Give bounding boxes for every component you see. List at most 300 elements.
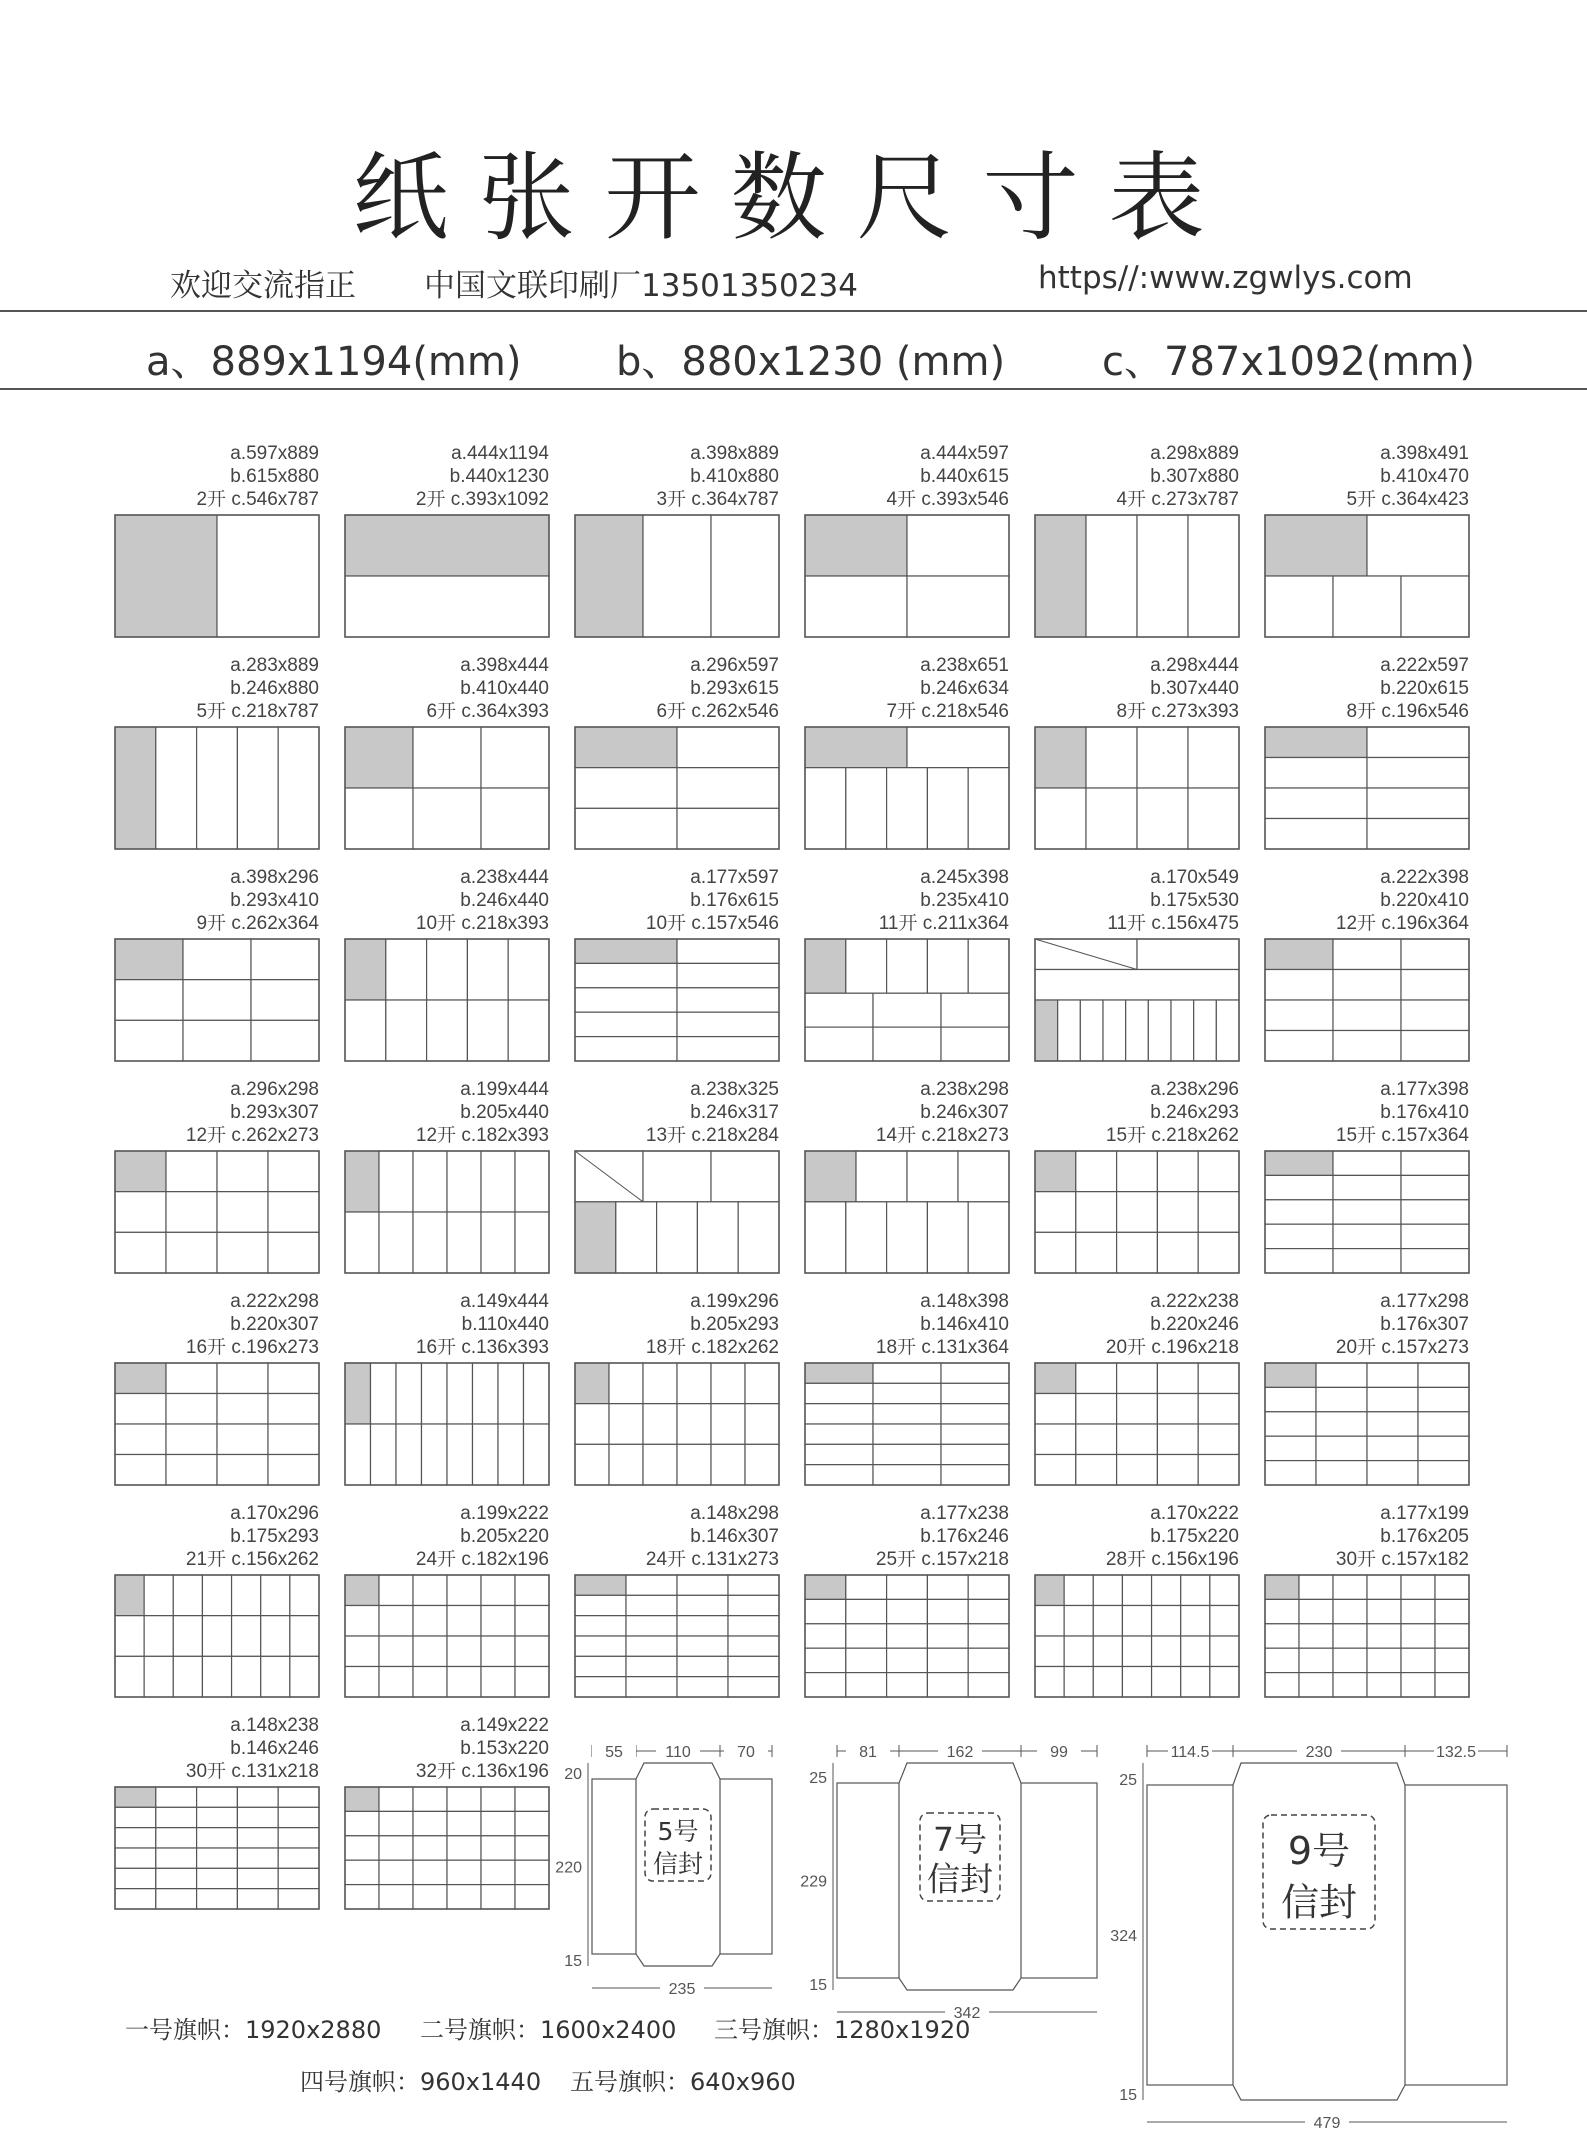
layout-piece bbox=[115, 1192, 166, 1233]
layout-piece bbox=[1064, 1636, 1093, 1667]
layout-label-b: b.293x410 bbox=[230, 890, 319, 911]
layout-label-a: a.199x222 bbox=[460, 1503, 549, 1524]
layout-piece bbox=[447, 1811, 481, 1835]
layout-piece bbox=[1157, 1394, 1198, 1425]
layout-label-a: a.296x298 bbox=[230, 1079, 319, 1100]
layout-piece bbox=[217, 1232, 268, 1273]
layout-piece bbox=[278, 1787, 319, 1807]
layout-piece bbox=[1265, 1599, 1299, 1623]
layout-piece bbox=[278, 1848, 319, 1868]
layout-piece bbox=[1333, 1599, 1367, 1623]
layout-piece bbox=[1367, 1412, 1418, 1436]
layout-label-b: b.175x530 bbox=[1150, 890, 1239, 911]
layout-piece bbox=[290, 1616, 319, 1657]
layout-label-b: b.246x307 bbox=[920, 1102, 1009, 1123]
layout-piece bbox=[413, 1575, 447, 1606]
layout-piece bbox=[217, 1363, 268, 1394]
layout-piece bbox=[575, 1636, 626, 1656]
layout-piece bbox=[115, 1232, 166, 1273]
layout-piece bbox=[183, 939, 251, 980]
layout-piece bbox=[1265, 1436, 1316, 1460]
layout-piece bbox=[1103, 1000, 1126, 1061]
layout-piece bbox=[1401, 1648, 1435, 1672]
layout-piece bbox=[1188, 788, 1239, 849]
envelope-name: 信封 bbox=[652, 1849, 704, 1879]
layout-label-c: 13开 c.218x284 bbox=[645, 1125, 779, 1146]
layout-piece bbox=[278, 1828, 319, 1848]
layout-piece bbox=[447, 1787, 481, 1811]
layout-piece bbox=[728, 1575, 779, 1595]
layout-piece-shaded bbox=[1035, 515, 1086, 637]
flag-size-3: 三号旗帜：1280x1920 bbox=[714, 2016, 971, 2044]
layout-label-b: b.176x615 bbox=[690, 890, 779, 911]
layout-piece bbox=[1401, 1175, 1469, 1199]
dimension-label: 230 bbox=[1305, 1744, 1333, 1761]
layout-piece bbox=[386, 939, 427, 1000]
layout-piece bbox=[1435, 1673, 1469, 1697]
layout-piece bbox=[173, 1656, 202, 1697]
layout-label-b: b.220x410 bbox=[1380, 890, 1469, 911]
layout-piece bbox=[575, 768, 677, 809]
layout-label-c: 12开 c.262x273 bbox=[185, 1125, 319, 1146]
page-title: 纸张开数尺寸表 bbox=[352, 142, 1235, 254]
layout-label-b: b.220x615 bbox=[1380, 678, 1469, 699]
layout-piece bbox=[626, 1595, 677, 1615]
layout-piece bbox=[575, 1616, 626, 1636]
layout-piece bbox=[1401, 1151, 1469, 1175]
layout-piece bbox=[481, 1860, 515, 1884]
layout-label-b: b.293x615 bbox=[690, 678, 779, 699]
layout-piece bbox=[626, 1677, 677, 1697]
envelope-name: 7号 bbox=[933, 1819, 987, 1859]
layout-label-c: 2开 c.393x1092 bbox=[415, 489, 549, 510]
layout-piece bbox=[805, 576, 907, 637]
layout-label-c: 15开 c.157x364 bbox=[1335, 1125, 1469, 1146]
dimension-label: 235 bbox=[668, 1981, 696, 1998]
layout-label-c: 7开 c.218x546 bbox=[886, 701, 1009, 722]
layout-piece bbox=[941, 1444, 1009, 1464]
layout-piece bbox=[745, 1363, 779, 1404]
layout-piece bbox=[1152, 1636, 1181, 1667]
layout-piece bbox=[1035, 788, 1086, 849]
layout-piece bbox=[697, 1202, 738, 1273]
layout-label-a: a.222x597 bbox=[1380, 655, 1469, 676]
layout-piece bbox=[728, 1677, 779, 1697]
layout-piece bbox=[1265, 1175, 1333, 1199]
website-url[interactable]: https//:www.zgwlys.com bbox=[1038, 260, 1413, 296]
layout-piece bbox=[575, 1595, 626, 1615]
layout-piece bbox=[1137, 727, 1188, 788]
layout-piece bbox=[677, 1656, 728, 1676]
layout-piece bbox=[1076, 1363, 1117, 1394]
layout-piece bbox=[927, 768, 968, 849]
layout-piece bbox=[927, 1673, 968, 1697]
layout-piece bbox=[197, 1828, 238, 1848]
layout-piece bbox=[968, 768, 1009, 849]
layout-piece bbox=[481, 1811, 515, 1835]
layout-piece bbox=[508, 1000, 549, 1061]
layout-piece bbox=[1333, 939, 1401, 970]
layout-piece bbox=[1198, 1455, 1239, 1486]
layout-piece-shaded bbox=[345, 939, 386, 1000]
layout-piece bbox=[447, 1424, 473, 1485]
layout-piece bbox=[1401, 1031, 1469, 1062]
layout-piece bbox=[115, 980, 183, 1021]
layout-piece bbox=[379, 1885, 413, 1909]
layout-piece bbox=[156, 727, 197, 849]
dimension-label: 229 bbox=[800, 1873, 827, 1891]
layout-label-a: a.245x398 bbox=[920, 867, 1009, 888]
layout-piece bbox=[345, 1606, 379, 1637]
layout-piece bbox=[907, 515, 1009, 576]
layout-piece-shaded bbox=[115, 1363, 166, 1394]
layout-piece bbox=[345, 1811, 379, 1835]
layout-label-a: a.444x1194 bbox=[451, 443, 549, 464]
layout-piece bbox=[1316, 1412, 1367, 1436]
layout-piece bbox=[1117, 1424, 1158, 1455]
layout-piece bbox=[728, 1616, 779, 1636]
layout-piece bbox=[1076, 1394, 1117, 1425]
layout-piece bbox=[1058, 1000, 1081, 1061]
layout-piece-shaded bbox=[1265, 1363, 1316, 1387]
layout-piece bbox=[609, 1363, 643, 1404]
layout-piece bbox=[447, 1860, 481, 1884]
layout-piece bbox=[1333, 1224, 1401, 1248]
layout-piece bbox=[1265, 1648, 1299, 1672]
layout-piece bbox=[447, 1636, 481, 1667]
layout-piece bbox=[1093, 1667, 1122, 1698]
layout-piece-shaded bbox=[115, 1575, 144, 1616]
layout-piece bbox=[278, 1889, 319, 1909]
layout-piece bbox=[887, 768, 928, 849]
layout-piece bbox=[575, 1444, 609, 1485]
dimension-label: 324 bbox=[1110, 1928, 1137, 1945]
layout-piece bbox=[927, 1575, 968, 1599]
layout-piece bbox=[626, 1575, 677, 1595]
layout-label-a: a.238x296 bbox=[1150, 1079, 1239, 1100]
layout-piece-shaded bbox=[345, 515, 549, 576]
layout-piece bbox=[379, 1212, 413, 1273]
layout-piece bbox=[968, 1673, 1009, 1697]
layout-label-b: b.410x440 bbox=[460, 678, 549, 699]
layout-piece bbox=[173, 1616, 202, 1657]
layout-label-c: 20开 c.196x218 bbox=[1105, 1337, 1239, 1358]
layout-piece bbox=[278, 727, 319, 849]
layout-label-c: 10开 c.218x393 bbox=[415, 913, 549, 934]
layout-label-a: a.298x444 bbox=[1150, 655, 1239, 676]
layout-label-a: a.170x549 bbox=[1150, 867, 1239, 888]
layout-piece bbox=[515, 1811, 549, 1835]
layout-piece bbox=[115, 1020, 183, 1061]
layout-piece bbox=[941, 1404, 1009, 1424]
layout-label-b: b.410x880 bbox=[690, 466, 779, 487]
layout-piece bbox=[1198, 1151, 1239, 1192]
layout-piece bbox=[575, 1404, 609, 1445]
layout-piece bbox=[1265, 758, 1367, 789]
layout-piece bbox=[515, 1787, 549, 1811]
layout-piece bbox=[1265, 1031, 1333, 1062]
layout-piece bbox=[481, 1212, 515, 1273]
layout-piece bbox=[1299, 1624, 1333, 1648]
layout-label-b: b.440x615 bbox=[920, 466, 1009, 487]
layout-piece-shaded bbox=[1265, 1575, 1299, 1599]
layout-label-a: a.398x491 bbox=[1380, 443, 1469, 464]
layout-piece bbox=[278, 1868, 319, 1888]
layout-piece bbox=[1265, 1000, 1333, 1031]
paper-size-c: c、787x1092(mm) bbox=[1102, 339, 1475, 385]
layout-label-c: 24开 c.131x273 bbox=[645, 1549, 779, 1570]
layout-piece bbox=[1401, 1673, 1435, 1697]
layout-piece bbox=[144, 1575, 173, 1616]
layout-piece bbox=[183, 1020, 251, 1061]
layout-piece bbox=[1265, 1224, 1333, 1248]
layout-piece bbox=[1435, 1648, 1469, 1672]
layout-piece bbox=[447, 1885, 481, 1909]
layout-piece bbox=[515, 1636, 549, 1667]
dimension-label: 25 bbox=[1119, 1772, 1137, 1789]
layout-piece bbox=[677, 1595, 728, 1615]
layout-piece bbox=[873, 1424, 941, 1444]
layout-piece bbox=[1333, 1031, 1401, 1062]
layout-piece bbox=[1035, 1636, 1064, 1667]
layout-piece bbox=[1181, 1575, 1210, 1606]
layout-label-b: b.293x307 bbox=[230, 1102, 319, 1123]
layout-piece bbox=[115, 1455, 166, 1486]
layout-piece bbox=[422, 1424, 448, 1485]
layout-piece bbox=[379, 1636, 413, 1667]
layout-piece bbox=[941, 1465, 1009, 1485]
layout-piece bbox=[1152, 1667, 1181, 1698]
layout-piece bbox=[1367, 1387, 1418, 1411]
layout-piece bbox=[1367, 1648, 1401, 1672]
layout-label-c: 9开 c.262x364 bbox=[196, 913, 319, 934]
layout-piece bbox=[413, 1606, 447, 1637]
layout-piece bbox=[232, 1575, 261, 1616]
layout-piece bbox=[1122, 1606, 1151, 1637]
layout-piece bbox=[1148, 1000, 1171, 1061]
layout-piece bbox=[805, 1202, 846, 1273]
layout-piece bbox=[237, 1828, 278, 1848]
layout-piece bbox=[1265, 970, 1333, 1001]
layout-piece bbox=[268, 1363, 319, 1394]
layout-piece bbox=[745, 1444, 779, 1485]
layout-label-a: a.148x398 bbox=[920, 1291, 1009, 1312]
layout-piece bbox=[413, 1151, 447, 1212]
layout-label-c: 30开 c.131x218 bbox=[185, 1761, 319, 1782]
layout-piece bbox=[1157, 1424, 1198, 1455]
layout-piece bbox=[728, 1656, 779, 1676]
layout-piece-shaded bbox=[575, 939, 677, 963]
layout-piece bbox=[1367, 1575, 1401, 1599]
layout-label-c: 5开 c.218x787 bbox=[196, 701, 319, 722]
layout-piece bbox=[677, 1616, 728, 1636]
layout-piece bbox=[261, 1656, 290, 1697]
layout-piece bbox=[1086, 727, 1137, 788]
layout-piece bbox=[156, 1787, 197, 1807]
layout-label-b: b.410x470 bbox=[1380, 466, 1469, 487]
layout-piece bbox=[268, 1455, 319, 1486]
layout-piece bbox=[1401, 1575, 1435, 1599]
layout-piece bbox=[1316, 1387, 1367, 1411]
layout-label-b: b.220x307 bbox=[230, 1314, 319, 1335]
layout-piece bbox=[1093, 1636, 1122, 1667]
layout-piece bbox=[413, 727, 481, 788]
layout-piece bbox=[1122, 1667, 1151, 1698]
layout-piece bbox=[677, 727, 779, 768]
layout-piece bbox=[515, 1151, 549, 1212]
layout-piece-shaded bbox=[115, 515, 217, 637]
flag-size-1: 一号旗帜：1920x2880 bbox=[125, 2016, 382, 2044]
layout-piece bbox=[1401, 1599, 1435, 1623]
layout-piece bbox=[498, 1363, 524, 1424]
layout-piece bbox=[1035, 1606, 1064, 1637]
layout-piece bbox=[711, 515, 779, 637]
layout-piece bbox=[1333, 1151, 1401, 1175]
layout-piece bbox=[515, 1667, 549, 1698]
layout-piece bbox=[345, 1667, 379, 1698]
layout-piece bbox=[643, 1151, 711, 1202]
layout-label-c: 11开 c.211x364 bbox=[878, 913, 1009, 934]
layout-piece bbox=[1181, 1606, 1210, 1637]
layout-piece bbox=[202, 1575, 231, 1616]
layout-piece bbox=[217, 515, 319, 637]
layout-piece bbox=[1076, 1455, 1117, 1486]
layout-piece bbox=[1137, 515, 1188, 637]
layout-piece bbox=[805, 1404, 873, 1424]
layout-label-c: 4开 c.273x787 bbox=[1116, 489, 1239, 510]
layout-piece-shaded bbox=[575, 727, 677, 768]
layout-piece bbox=[1367, 819, 1469, 850]
layout-piece bbox=[156, 1889, 197, 1909]
layout-piece bbox=[846, 939, 887, 993]
layout-piece bbox=[1265, 1200, 1333, 1224]
layout-piece bbox=[1333, 1624, 1367, 1648]
layout-piece bbox=[524, 1363, 550, 1424]
layout-piece bbox=[447, 1151, 481, 1212]
layout-label-a: a.296x597 bbox=[690, 655, 779, 676]
layout-piece bbox=[481, 788, 549, 849]
layout-label-a: a.444x597 bbox=[920, 443, 1009, 464]
layout-piece-shaded bbox=[1265, 727, 1367, 758]
layout-piece bbox=[115, 1889, 156, 1909]
layout-piece bbox=[345, 1424, 371, 1485]
layout-piece bbox=[217, 1455, 268, 1486]
layout-piece bbox=[711, 1363, 745, 1404]
layout-piece-shaded bbox=[115, 1151, 166, 1192]
layout-label-a: a.283x889 bbox=[230, 655, 319, 676]
layout-piece bbox=[1418, 1387, 1469, 1411]
paper-size-b: b、880x1230 (mm) bbox=[616, 339, 1006, 385]
layout-piece bbox=[379, 1606, 413, 1637]
layout-piece bbox=[173, 1575, 202, 1616]
layout-piece bbox=[197, 727, 238, 849]
layout-label-a: a.222x298 bbox=[230, 1291, 319, 1312]
layout-piece bbox=[575, 1656, 626, 1676]
dimension-label: 114.5 bbox=[1170, 1744, 1210, 1761]
layout-piece bbox=[197, 1889, 238, 1909]
layout-piece bbox=[1188, 727, 1239, 788]
layout-piece bbox=[575, 1012, 677, 1036]
layout-label-b: b.205x220 bbox=[460, 1526, 549, 1547]
layout-label-b: b.246x440 bbox=[460, 890, 549, 911]
layout-label-a: a.398x296 bbox=[230, 867, 319, 888]
layout-piece bbox=[677, 1363, 711, 1404]
layout-piece bbox=[846, 1624, 887, 1648]
layout-label-a: a.149x222 bbox=[460, 1715, 549, 1736]
layout-piece bbox=[805, 1444, 873, 1464]
layout-piece bbox=[1401, 1000, 1469, 1031]
layout-label-c: 3开 c.364x787 bbox=[656, 489, 779, 510]
layout-piece bbox=[677, 939, 779, 963]
layout-piece bbox=[481, 1885, 515, 1909]
layout-piece bbox=[1299, 1648, 1333, 1672]
layout-label-c: 6开 c.262x546 bbox=[656, 701, 779, 722]
layout-piece bbox=[166, 1151, 217, 1192]
layout-piece bbox=[846, 1673, 887, 1697]
layout-piece bbox=[481, 1787, 515, 1811]
layout-piece bbox=[1152, 1575, 1181, 1606]
layout-piece bbox=[1367, 1436, 1418, 1460]
layout-piece-shaded bbox=[1035, 1151, 1076, 1192]
layout-piece bbox=[873, 1363, 941, 1383]
company-phone: 中国文联印刷厂13501350234 bbox=[424, 268, 858, 304]
layout-piece bbox=[968, 1624, 1009, 1648]
layout-piece bbox=[677, 1404, 711, 1445]
layout-piece bbox=[217, 1424, 268, 1455]
envelope-name: 9号 bbox=[1287, 1829, 1351, 1874]
envelope-body bbox=[1233, 1763, 1405, 2100]
layout-piece bbox=[873, 1383, 941, 1403]
layout-piece bbox=[237, 1889, 278, 1909]
layout-piece bbox=[873, 993, 941, 1027]
layout-piece bbox=[115, 1616, 144, 1657]
layout-piece bbox=[237, 727, 278, 849]
layout-piece bbox=[1126, 1000, 1149, 1061]
layout-piece bbox=[166, 1455, 217, 1486]
layout-piece-shaded bbox=[1265, 939, 1333, 970]
envelope-name: 信封 bbox=[1280, 1880, 1358, 1925]
layout-piece bbox=[1418, 1363, 1469, 1387]
layout-piece bbox=[941, 1424, 1009, 1444]
layout-piece bbox=[115, 1656, 144, 1697]
layout-label-b: b.307x880 bbox=[1150, 466, 1239, 487]
layout-piece bbox=[498, 1424, 524, 1485]
layout-piece bbox=[447, 1575, 481, 1606]
layout-piece bbox=[1122, 1575, 1151, 1606]
layout-piece bbox=[1333, 1673, 1367, 1697]
layout-label-b: b.205x440 bbox=[460, 1102, 549, 1123]
layout-label-a: a.238x298 bbox=[920, 1079, 1009, 1100]
dimension-label: 55 bbox=[605, 1744, 623, 1761]
layout-piece bbox=[481, 1151, 515, 1212]
layout-piece bbox=[1367, 1673, 1401, 1697]
layout-piece bbox=[251, 939, 319, 980]
layout-piece bbox=[508, 939, 549, 1000]
layout-label-c: 24开 c.182x196 bbox=[415, 1549, 549, 1570]
layout-piece bbox=[473, 1424, 499, 1485]
layout-label-c: 10开 c.157x546 bbox=[645, 913, 779, 934]
layout-piece bbox=[805, 768, 846, 849]
layout-piece bbox=[873, 1027, 941, 1061]
layout-piece bbox=[677, 988, 779, 1012]
layout-piece bbox=[261, 1575, 290, 1616]
layout-label-c: 16开 c.196x273 bbox=[185, 1337, 319, 1358]
layout-piece bbox=[968, 939, 1009, 993]
layout-piece bbox=[166, 1363, 217, 1394]
layout-piece bbox=[927, 1624, 968, 1648]
layout-piece bbox=[371, 1363, 397, 1424]
layout-piece bbox=[856, 1151, 907, 1202]
